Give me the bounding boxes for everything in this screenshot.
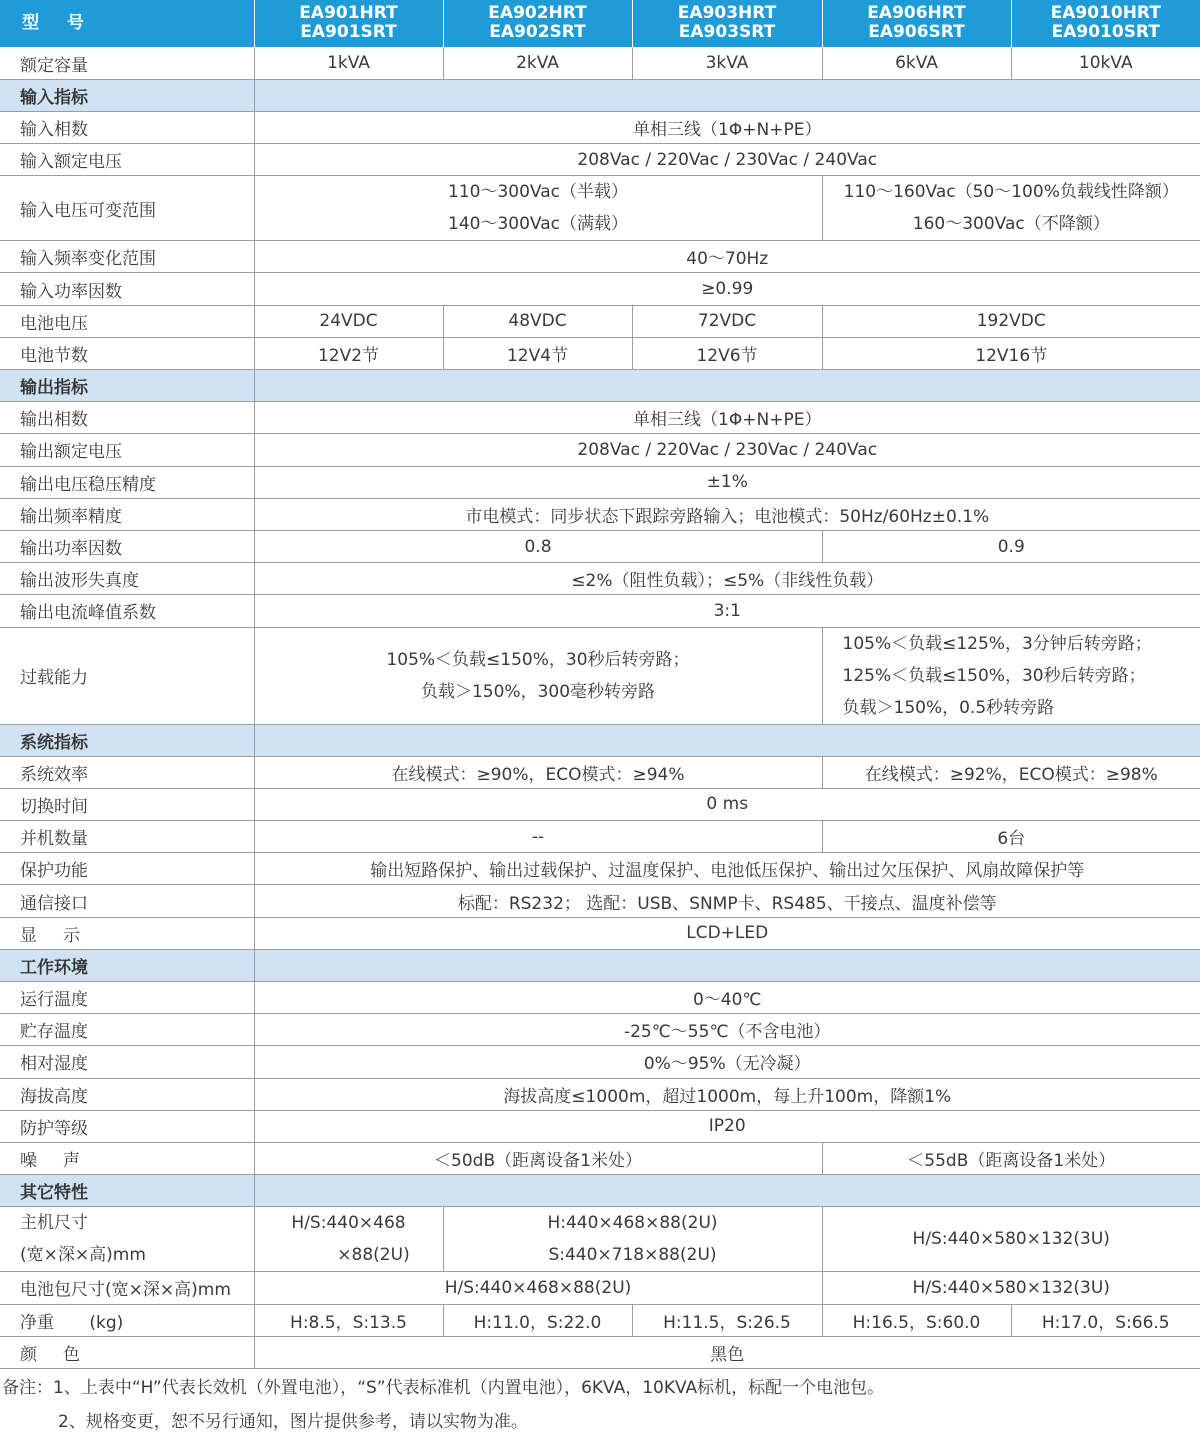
cell: H:11.5，S:26.5 <box>632 1304 822 1336</box>
cell: ＜50dB（距离设备1米处） <box>254 1142 822 1174</box>
cell: H:440×468×88(2U) S:440×718×88(2U) <box>443 1207 822 1272</box>
row-out-phase <box>0 402 1200 434</box>
section-system <box>0 724 1200 756</box>
cell: 6kVA <box>822 47 1011 79</box>
cell: 3:1 <box>254 595 1200 627</box>
model-label: 型号 <box>0 0 254 47</box>
row-label: 输入电压可变范围 <box>0 176 254 241</box>
cell: H/S:440×468 ×88(2U) <box>254 1207 443 1272</box>
cell: 标配：RS232； 选配：USB、SNMP卡、RS485、干接点、温度补偿等 <box>254 885 1200 917</box>
cell: 黑色 <box>254 1336 1200 1368</box>
cell: 6台 <box>822 821 1200 853</box>
cell: IP20 <box>254 1110 1200 1142</box>
cell: 1kVA <box>254 47 443 79</box>
row-label: 输出电压稳压精度 <box>0 466 254 498</box>
row-label: 电池节数 <box>0 337 254 369</box>
cell: 0%～95%（无冷凝） <box>254 1046 1200 1078</box>
cell: 0.9 <box>822 530 1200 562</box>
row-in-freq <box>0 241 1200 273</box>
cell: H:8.5，S:13.5 <box>254 1304 443 1336</box>
cell: H:16.5，S:60.0 <box>822 1304 1011 1336</box>
row-label: 输出频率精度 <box>0 498 254 530</box>
row-parallel <box>0 821 1200 853</box>
row-noise <box>0 1142 1200 1174</box>
cell: 48VDC <box>443 305 632 337</box>
section-other <box>0 1175 1200 1207</box>
row-label: 额定容量 <box>0 47 254 79</box>
row-in-phase <box>0 111 1200 143</box>
row-op-temp <box>0 982 1200 1014</box>
cell: 2kVA <box>443 47 632 79</box>
row-ip <box>0 1110 1200 1142</box>
cell: H:17.0，S:66.5 <box>1011 1304 1200 1336</box>
row-humidity <box>0 1046 1200 1078</box>
row-label: 输出功率因数 <box>0 530 254 562</box>
cell: -25℃～55℃（不含电池） <box>254 1014 1200 1046</box>
row-efficiency <box>0 756 1200 788</box>
row-label: 净重 (kg) <box>0 1304 254 1336</box>
section-fill <box>254 79 1200 111</box>
cell: ＜55dB（距离设备1米处） <box>822 1142 1200 1174</box>
row-label: 运行温度 <box>0 982 254 1014</box>
row-label: 主机尺寸 (宽×深×高)mm <box>0 1207 254 1272</box>
row-label: 输出电流峰值系数 <box>0 595 254 627</box>
row-label: 贮存温度 <box>0 1014 254 1046</box>
row-label: 电池包尺寸(宽×深×高)mm <box>0 1272 254 1304</box>
cell: 12V16节 <box>822 337 1200 369</box>
cell: 208Vac / 220Vac / 230Vac / 240Vac <box>254 434 1200 466</box>
cell: H/S:440×580×132(3U) <box>822 1272 1200 1304</box>
row-comm <box>0 885 1200 917</box>
row-transfer <box>0 788 1200 820</box>
cell: 12V4节 <box>443 337 632 369</box>
row-out-reg <box>0 466 1200 498</box>
row-out-thd <box>0 563 1200 595</box>
row-label: 输入相数 <box>0 111 254 143</box>
row-overload <box>0 627 1200 724</box>
section-input <box>0 79 1200 111</box>
row-label: 通信接口 <box>0 885 254 917</box>
cell: 10kVA <box>1011 47 1200 79</box>
row-dims <box>0 1207 1200 1272</box>
model-header-2: EA902HRT EA902SRT <box>443 0 632 47</box>
header-row <box>0 0 1200 47</box>
cell: 105%＜负载≤125%，3分钟后转旁路； 125%＜负载≤150%，30秒后转旁路； 负载＞150%，0.5秒转旁路 <box>822 627 1200 724</box>
cell: 208Vac / 220Vac / 230Vac / 240Vac <box>254 144 1200 176</box>
section-fill <box>254 370 1200 402</box>
cell: 输出短路保护、输出过载保护、过温度保护、电池低压保护、输出过欠压保护、风扇故障保护等 <box>254 853 1200 885</box>
row-label: 保护功能 <box>0 853 254 885</box>
row-label: 输出额定电压 <box>0 434 254 466</box>
row-label: 电池电压 <box>0 305 254 337</box>
section-title: 工作环境 <box>0 949 254 981</box>
section-title: 输入指标 <box>0 79 254 111</box>
cell: 110～300Vac（半载） 140～300Vac（满载） <box>254 176 822 241</box>
row-batt-n <box>0 337 1200 369</box>
cell: 0.8 <box>254 530 822 562</box>
row-label: 颜色 <box>0 1336 254 1368</box>
cell: 0～40℃ <box>254 982 1200 1014</box>
cell: 3kVA <box>632 47 822 79</box>
notes <box>0 1371 1200 1439</box>
row-in-voltage <box>0 144 1200 176</box>
cell: 单相三线（1Φ+N+PE） <box>254 402 1200 434</box>
cell: ±1% <box>254 466 1200 498</box>
section-env <box>0 949 1200 981</box>
cell: 单相三线（1Φ+N+PE） <box>254 111 1200 143</box>
row-label: 噪声 <box>0 1142 254 1174</box>
cell: 192VDC <box>822 305 1200 337</box>
section-fill <box>254 1175 1200 1207</box>
row-out-crest <box>0 595 1200 627</box>
row-label: 输入额定电压 <box>0 144 254 176</box>
row-color <box>0 1336 1200 1368</box>
row-weight <box>0 1304 1200 1336</box>
cell: ≤2%（阻性负载）；≤5%（非线性负载） <box>254 563 1200 595</box>
row-label: 相对湿度 <box>0 1046 254 1078</box>
cell: 72VDC <box>632 305 822 337</box>
row-label: 海拔高度 <box>0 1078 254 1110</box>
cell: -- <box>254 821 822 853</box>
section-fill <box>254 724 1200 756</box>
row-label: 切换时间 <box>0 788 254 820</box>
row-label: 输入频率变化范围 <box>0 241 254 273</box>
section-output <box>0 370 1200 402</box>
row-protection <box>0 853 1200 885</box>
row-st-temp <box>0 1014 1200 1046</box>
cell: 40～70Hz <box>254 241 1200 273</box>
note-line-1: 备注：1、上表中“H”代表长效机（外置电池），“S”代表标准机（内置电池），6KVA，10KVA标机，标配一个电池包。 <box>2 1377 885 1398</box>
cell: 110～160Vac（50～100%负载线性降额） 160～300Vac（不降额） <box>822 176 1200 241</box>
row-in-range <box>0 176 1200 241</box>
model-header-4: EA906HRT EA906SRT <box>822 0 1011 47</box>
row-out-voltage <box>0 434 1200 466</box>
cell: 在线模式：≥90%，ECO模式：≥94% <box>254 756 822 788</box>
row-batt-v <box>0 305 1200 337</box>
row-label: 防护等级 <box>0 1110 254 1142</box>
section-title: 其它特性 <box>0 1175 254 1207</box>
cell: 12V2节 <box>254 337 443 369</box>
row-out-pf <box>0 530 1200 562</box>
row-label: 过载能力 <box>0 627 254 724</box>
row-label: 输出波形失真度 <box>0 563 254 595</box>
row-batt-dims <box>0 1272 1200 1304</box>
section-title: 输出指标 <box>0 370 254 402</box>
row-label: 并机数量 <box>0 821 254 853</box>
model-header-1: EA901HRT EA901SRT <box>254 0 443 47</box>
row-label: 输入功率因数 <box>0 273 254 305</box>
cell: ≥0.99 <box>254 273 1200 305</box>
row-capacity <box>0 47 1200 79</box>
cell: H/S:440×468×88(2U) <box>254 1272 822 1304</box>
row-label: 显示 <box>0 917 254 949</box>
cell: H/S:440×580×132(3U) <box>822 1207 1200 1272</box>
cell: 105%＜负载≤150%，30秒后转旁路； 负载＞150%，300毫秒转旁路 <box>254 627 822 724</box>
model-header-3: EA903HRT EA903SRT <box>632 0 822 47</box>
cell: 24VDC <box>254 305 443 337</box>
cell: H:11.0，S:22.0 <box>443 1304 632 1336</box>
cell: 市电模式：同步状态下跟踪旁路输入；电池模式：50Hz/60Hz±0.1% <box>254 498 1200 530</box>
cell: LCD+LED <box>254 917 1200 949</box>
section-title: 系统指标 <box>0 724 254 756</box>
row-label: 系统效率 <box>0 756 254 788</box>
section-fill <box>254 949 1200 981</box>
cell: 12V6节 <box>632 337 822 369</box>
row-label: 输出相数 <box>0 402 254 434</box>
cell: 在线模式：≥92%，ECO模式：≥98% <box>822 756 1200 788</box>
row-altitude <box>0 1078 1200 1110</box>
row-display <box>0 917 1200 949</box>
cell: 海拔高度≤1000m，超过1000m，每上升100m，降额1% <box>254 1078 1200 1110</box>
cell: 0 ms <box>254 788 1200 820</box>
model-header-5: EA9010HRT EA9010SRT <box>1011 0 1200 47</box>
row-out-freq <box>0 498 1200 530</box>
row-in-pf <box>0 273 1200 305</box>
note-line-2: 2、规格变更，恕不另行通知，图片提供参考，请以实物为准。 <box>58 1411 528 1432</box>
